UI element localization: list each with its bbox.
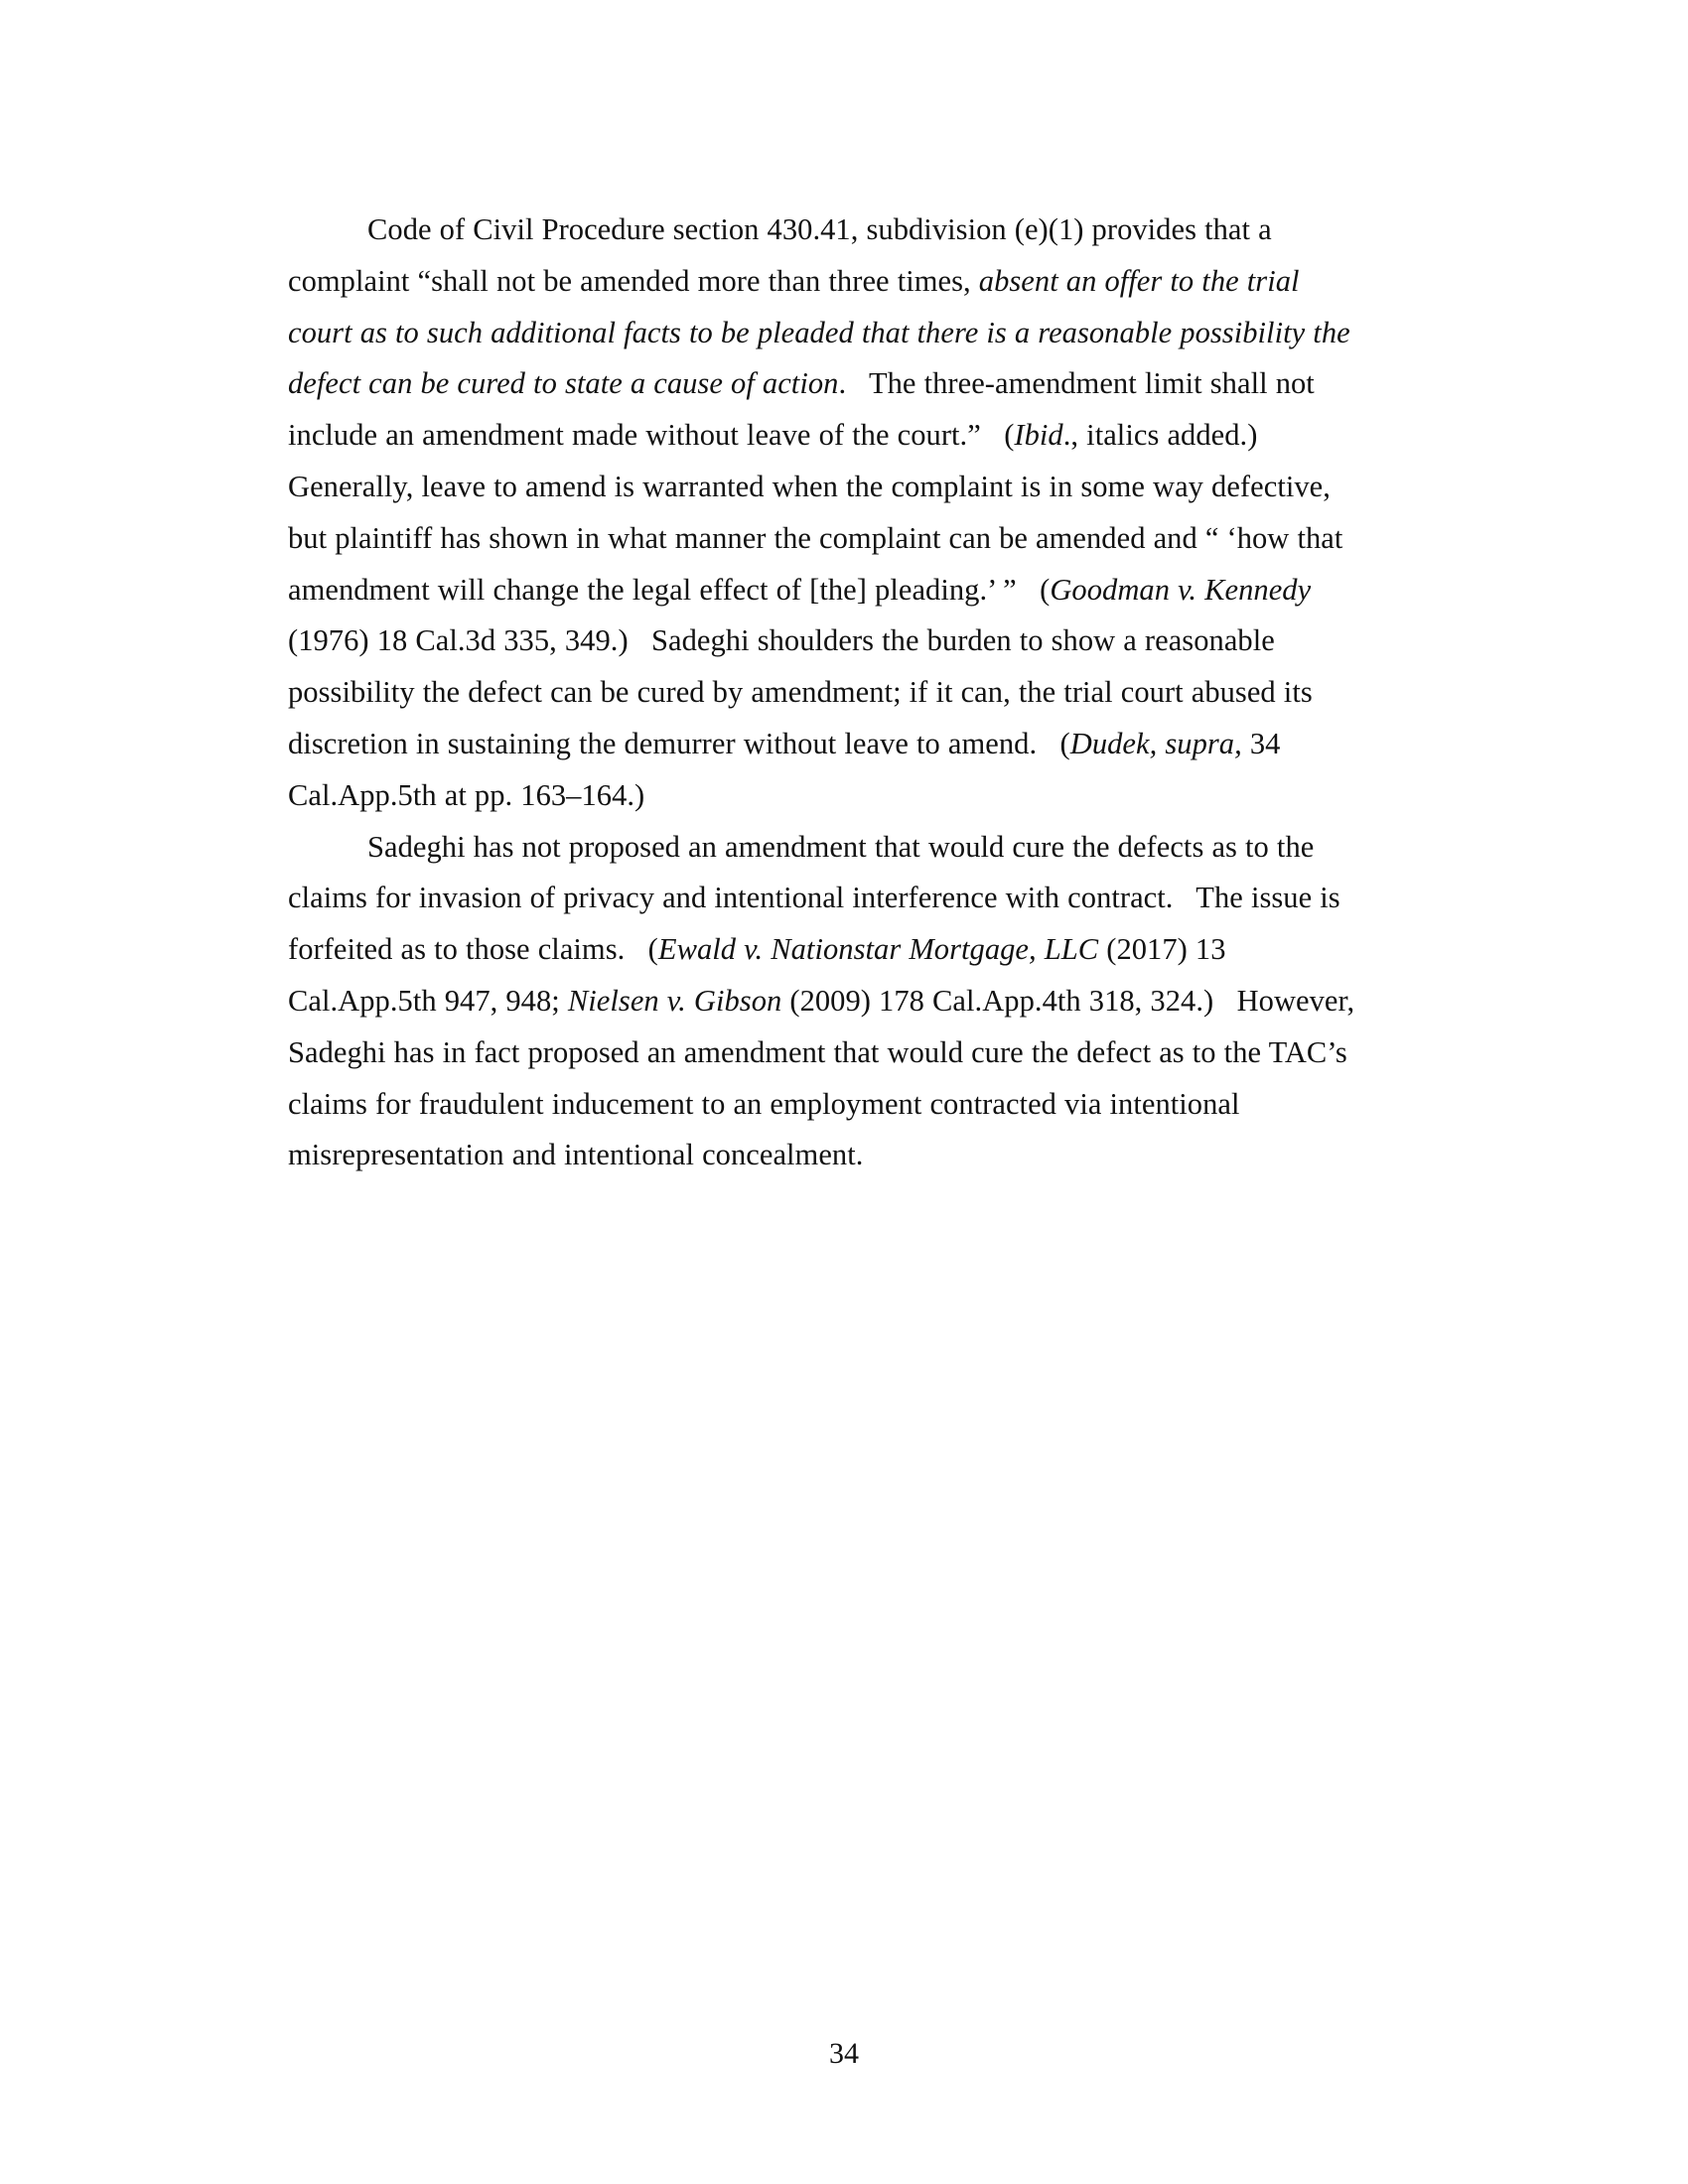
document-body (288, 205, 1370, 1181)
italic-text-run: Goodman v. Kennedy (1050, 572, 1312, 607)
text-run: ., italics added.) Generally, leave to amend is warranted when the complaint is in some way defective, but plaintiff has shown in what manner the complaint can be amended and “ ‘how that amendment will change the legal effect of [the] pleading.’ ” ( (288, 418, 1343, 607)
text-run: Sadeghi has not proposed an amendment that would cure the defects as to the claims for invasion of privacy and intentional interference with contract. The issue is forfeited as to those claims. ( (288, 829, 1340, 967)
text-run: 34 Cal.App.5th at pp. 163–164.) (288, 726, 1281, 812)
text-run: Code of Civil Procedure section 430.41, subdivision (e)(1) provides that a complaint “shall not be amended more than three times, (288, 212, 1272, 298)
italic-text-run: Nielsen v. Gibson (567, 983, 782, 1018)
text-run: (1976) 18 Cal.3d 335, 349.) Sadeghi shoulders the burden to show a reasonable possibility the defect can be cured by amendment; if it can, the trial court abused its discretion in sustaining the demurrer without leave to amend. ( (288, 623, 1313, 760)
text-run: (2009) 178 Cal.App.4th 318, 324.) However, Sadeghi has in fact proposed an amendment that would cure the defect as to the TAC’s claims for fraudulent inducement to an employment contracted via intentional misrepresentation and intentional concealment. (288, 983, 1355, 1172)
italic-text-run: Ewald v. Nationstar Mortgage, LLC (657, 932, 1099, 967)
italic-text-run: Ibid (1014, 418, 1063, 453)
italic-text-run: absent an offer to the trial court as to such additional facts to be pleaded that there is a reasonable possibility the defect can be cured to state a cause of action (288, 263, 1350, 401)
body-paragraph (288, 205, 1370, 822)
text-run: . The three-amendment limit shall not include an amendment made without leave of the court.” ( (288, 366, 1315, 453)
italic-text-run: Dudek, supra, (1069, 726, 1242, 760)
body-paragraph (288, 822, 1370, 1182)
text-run: (2017) 13 Cal.App.5th 947, 948; (288, 932, 1226, 1018)
page-number: 34 (829, 2037, 859, 2070)
